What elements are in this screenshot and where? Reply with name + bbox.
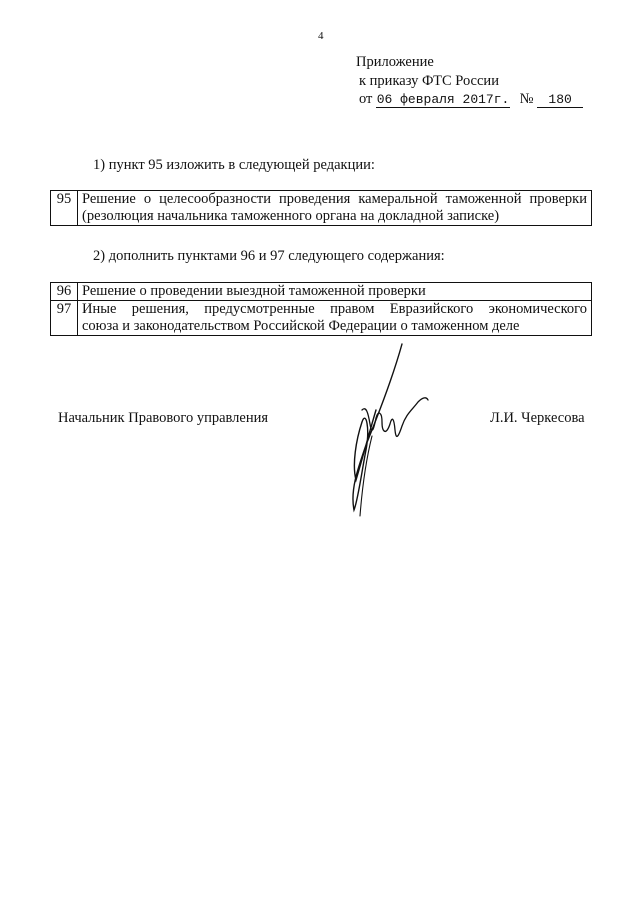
item-text-line: союза и законодательством Российской Федерации о таможенном деле	[82, 318, 520, 334]
signer-name: Л.И. Черкесова	[490, 410, 585, 426]
number-sign: №	[519, 91, 534, 107]
item-text	[78, 191, 592, 226]
section2-intro: 2) дополнить пунктами 96 и 97 следующего содержания:	[93, 248, 445, 264]
date-prefix: от	[359, 91, 373, 107]
handwritten-signature	[332, 340, 432, 530]
item-number: 97	[51, 301, 78, 336]
item-text-line: Решение о проведении выездной таможенной проверки	[82, 283, 426, 299]
appendix-order-ref: к приказу ФТС России	[359, 73, 499, 89]
table-row	[51, 191, 592, 226]
table-row	[51, 301, 592, 336]
section1-intro: 1) пункт 95 изложить в следующей редакции:	[93, 157, 375, 173]
appendix-date-line	[359, 91, 583, 108]
item-text	[78, 283, 592, 301]
date-value: 06 февраля 2017г.	[376, 92, 510, 107]
item-text-line: Иные решения, предусмотренные правом Евразийского экономического	[82, 301, 587, 317]
table-row	[51, 283, 592, 301]
section1-table	[50, 190, 592, 226]
signer-position: Начальник Правового управления	[58, 410, 269, 426]
appendix-title: Приложение	[356, 54, 434, 70]
page-number: 4	[318, 30, 324, 42]
item-text-line: (резолюция начальника таможенного органа на докладной записке)	[82, 208, 500, 224]
item-text-line: Решение о целесообразности проведения камеральной таможенной проверки	[82, 191, 587, 207]
item-number: 95	[51, 191, 78, 226]
item-number: 96	[51, 283, 78, 301]
item-text	[78, 301, 592, 336]
order-number: 180	[537, 93, 583, 108]
section2-table	[50, 282, 592, 336]
